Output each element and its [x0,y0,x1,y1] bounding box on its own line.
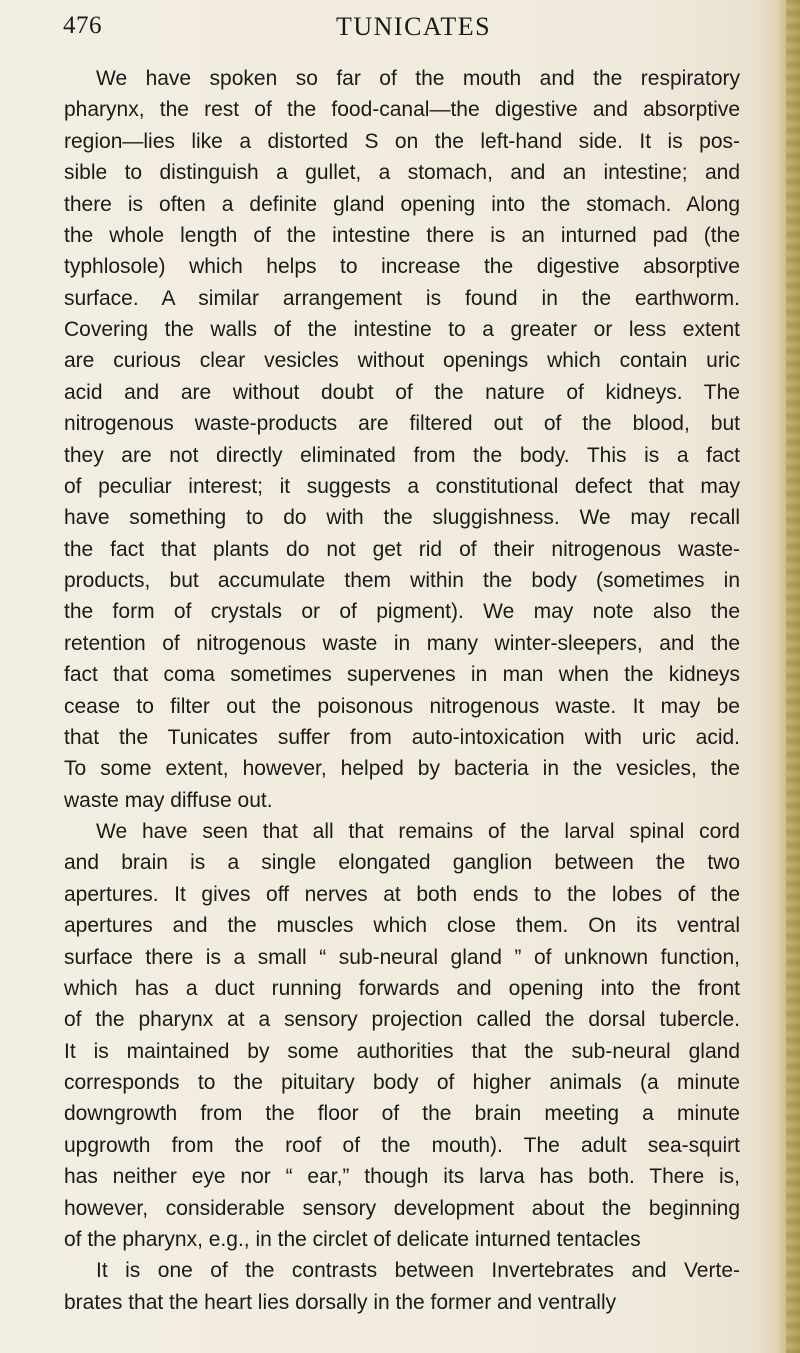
text-line: of the pharynx, e.g., in the circlet of delicate inturned tentacles [64,1227,641,1251]
text-line: It is maintained by some authorities that the sub-neural gland [64,1039,740,1063]
text-line: region—lies like a distorted S on the left-hand side. It is pos- [64,129,740,153]
text-line: of peculiar interest; it suggests a constitutional defect that may [64,474,740,498]
text-line: typhlosole) which helps to increase the digestive absorptive [64,255,740,279]
text-line: acid and are without doubt of the nature of kidneys. The [64,380,740,404]
text-line: has neither eye nor “ ear,” though its larva has both. There is, [64,1165,740,1189]
text-line: cease to filter out the poisonous nitrogenous waste. It may be [64,694,740,718]
text-line: apertures. It gives off nerves at both ends to the lobes of the [64,882,740,906]
text-line: We have spoken so far of the mouth and the respiratory [96,67,740,90]
text-line: To some extent, however, helped by bacteria in the vesicles, the [64,757,740,781]
body-text [64,63,740,1318]
text-line: there is often a definite gland opening into the stomach. Along [64,192,740,216]
text-line: of the pharynx at a sensory projection called the dorsal tubercle. [64,1008,740,1032]
text-line: sible to distinguish a gullet, a stomach, and an intestine; and [64,161,740,185]
running-head: TUNICATES [336,12,492,41]
text-line: upgrowth from the roof of the mouth). The adult sea-squirt [64,1133,740,1157]
page-header [0,12,800,46]
text-line: brates that the heart lies dorsally in the former and ventrally [64,1290,617,1314]
text-line: however, considerable sensory development about the beginning [64,1196,740,1220]
text-line: nitrogenous waste-products are filtered out of the blood, but [64,412,740,436]
text-line: downgrowth from the floor of the brain meeting a minute [64,1102,740,1126]
text-line: the whole length of the intestine there is an inturned pad (the [64,223,740,247]
text-line: and brain is a single elongated ganglion between the two [64,851,740,875]
text-line: which has a duct running forwards and opening into the front [64,976,740,1000]
text-line: are curious clear vesicles without openings which contain uric [64,349,740,373]
text-line: retention of nitrogenous waste in many winter-sleepers, and the [64,631,740,655]
text-line: the fact that plants do not get rid of their nitrogenous waste- [64,537,740,561]
text-line: Covering the walls of the intestine to a greater or less extent [64,318,740,341]
text-line: It is one of the contrasts between Invertebrates and Verte- [96,1259,740,1283]
text-line: apertures and the muscles which close them. On its ventral [64,914,740,938]
page-edge-binding [786,0,800,1353]
text-line: surface. A similar arrangement is found in the earthworm. [64,286,740,310]
text-line: products, but accumulate them within the body (sometimes in [64,569,740,592]
text-line: fact that coma sometimes supervenes in man when the kidneys [64,663,740,687]
text-line: surface there is a small “ sub-neural gland ” of unknown function, [64,945,740,969]
text-line: they are not directly eliminated from the body. This is a fact [64,443,740,467]
text-line: have something to do with the sluggishness. We may recall [64,506,740,530]
text-line: pharynx, the rest of the food-canal—the digestive and absorptive [64,98,740,122]
text-line: the form of crystals or of pigment). We may note also the [64,600,740,624]
text-line: that the Tunicates suffer from auto-intoxication with uric acid. [64,725,740,749]
page-number: 476 [63,12,102,39]
text-line: corresponds to the pituitary body of higher animals (a minute [64,1071,740,1094]
text-line: We have seen that all that remains of the larval spinal cord [96,820,740,843]
text-line: waste may diffuse out. [64,788,273,812]
